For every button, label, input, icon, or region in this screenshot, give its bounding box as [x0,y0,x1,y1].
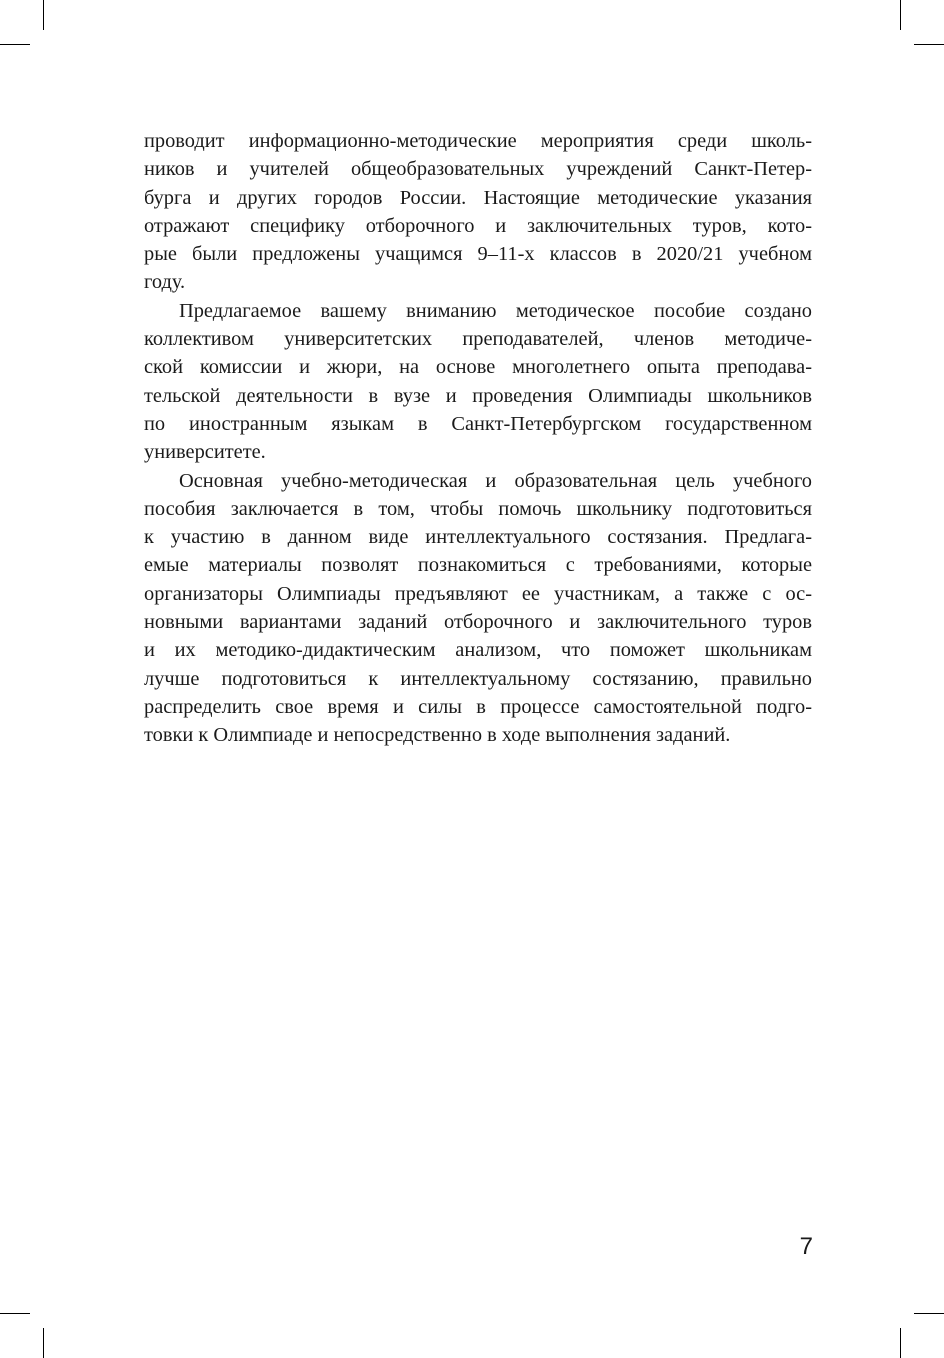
text-line: к участию в данном виде интеллектуального состязания. Предлага- [144,526,812,549]
text-line: Основная учебно-методическая и образовательная цель учебного [179,469,812,492]
text-line: рые были предложены учащимся 9–11-х классов в 2020/21 учебном [144,243,812,266]
text-line: организаторы Олимпиады предъявляют ее участникам, а также с ос- [144,582,812,605]
crop-mark-bottom-left-v [43,1328,44,1358]
crop-mark-bottom-left-h [0,1313,30,1314]
paragraph-2 [144,297,812,467]
crop-mark-top-right-h [914,44,944,45]
crop-mark-bottom-right-v [900,1328,901,1358]
crop-mark-bottom-right-h [914,1313,944,1314]
text-line: Предлагаемое вашему вниманию методическое пособие создано [179,299,812,322]
text-line: ской комиссии и жюри, на основе многолетнего опыта преподава- [144,356,812,379]
text-line: товки к Олимпиаде и непосредственно в ходе выполнения заданий. [144,724,731,747]
body-text [144,127,812,750]
text-line: отражают специфику отборочного и заключительных туров, кото- [144,214,812,237]
text-line: по иностранным языкам в Санкт-Петербургском государственном [144,412,812,435]
text-line: ников и учителей общеобразовательных учреждений Санкт-Петер- [144,158,812,181]
text-line: и их методико-дидактическим анализом, что поможет школьникам [144,639,812,662]
crop-mark-top-right-v [900,0,901,30]
text-line: пособия заключается в том, чтобы помочь школьнику подготовиться [144,497,812,520]
text-line: емые материалы позволят познакомиться с требованиями, которые [144,554,812,577]
text-line: университете. [144,441,266,464]
page-number: 7 [799,1233,813,1260]
text-line: бурга и других городов России. Настоящие методические указания [144,186,812,209]
paragraph-3 [144,467,812,750]
text-line: распределить свое время и силы в процессе самостоятельной подго- [144,695,812,718]
text-line: коллективом университетских преподавателей, членов методиче- [144,328,812,351]
text-line: году. [144,271,186,294]
crop-mark-top-left-h [0,44,30,45]
text-line: лучше подготовиться к интеллектуальному состязанию, правильно [144,667,812,690]
text-line: тельской деятельности в вузе и проведения Олимпиады школьников [144,384,812,407]
paragraph-1 [144,127,812,297]
text-line: новными вариантами заданий отборочного и заключительного туров [144,611,812,634]
text-line: проводит информационно-методические мероприятия среди школь- [144,130,812,152]
crop-mark-top-left-v [43,0,44,30]
